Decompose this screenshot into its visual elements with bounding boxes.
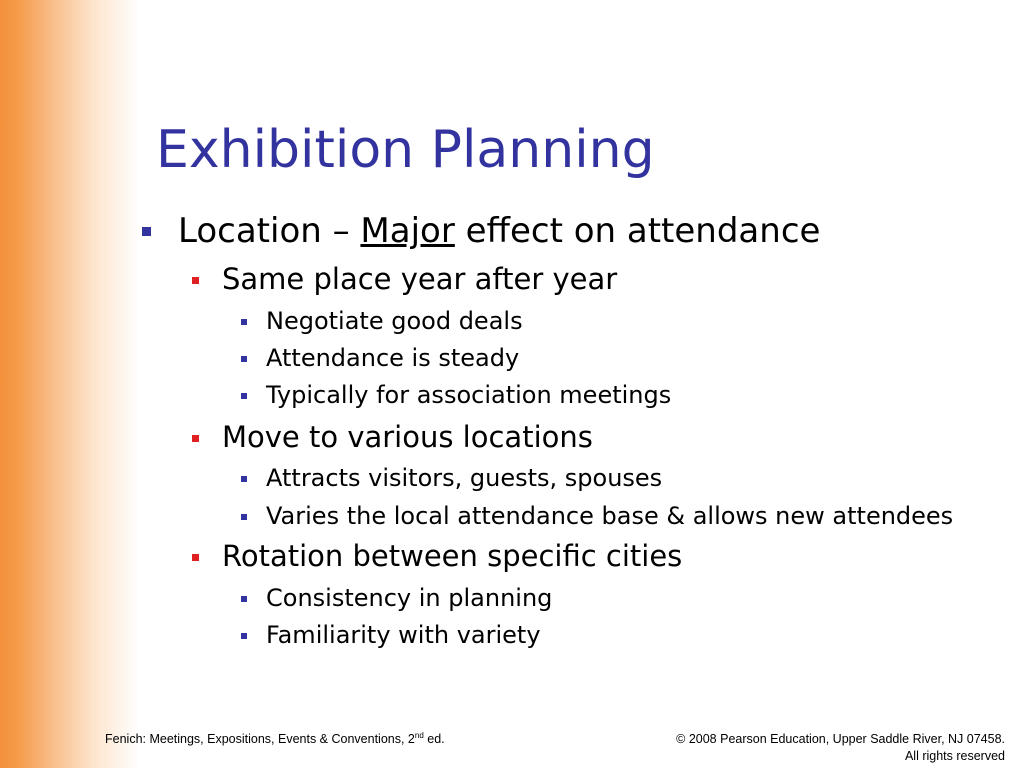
bullet-consistency-text: Consistency in planning: [266, 584, 553, 612]
footer-copyright-line1: © 2008 Pearson Education, Upper Saddle River, NJ 07458.: [676, 732, 1005, 746]
square-bullet-icon: [142, 227, 151, 236]
bullet-steady: [266, 346, 519, 370]
bullet-location-emphasis: Major: [360, 211, 455, 251]
bullet-association-text: Typically for association meetings: [266, 381, 672, 409]
square-bullet-icon: [241, 633, 247, 639]
bullet-attracts: [266, 466, 662, 490]
square-bullet-icon: [241, 596, 247, 602]
bullet-location-prefix: Location –: [178, 211, 361, 251]
square-bullet-icon: [192, 277, 199, 284]
slide-title: Exhibition Planning: [156, 120, 655, 180]
bullet-move: [222, 420, 593, 454]
bullet-steady-text: Attendance is steady: [266, 344, 520, 372]
footer-citation-superscript: nd: [414, 730, 424, 740]
footer-citation-suffix: ed.: [423, 732, 445, 746]
bullet-rotation-text: Rotation between specific cities: [222, 539, 683, 573]
square-bullet-icon: [241, 476, 247, 482]
bullet-familiarity-text: Familiarity with variety: [266, 621, 541, 649]
footer-copyright-line2: All rights reserved: [904, 748, 1005, 763]
square-bullet-icon: [241, 393, 247, 399]
bullet-association: [266, 383, 671, 407]
side-gradient-band: [0, 0, 140, 768]
bullet-varies-text: Varies the local attendance base & allows new attendees: [266, 502, 954, 530]
footer-citation-text: Fenich: Meetings, Expositions, Events & Conventions, 2: [105, 732, 415, 746]
bullet-location: [178, 211, 821, 251]
square-bullet-icon: [241, 319, 247, 325]
bullet-location-suffix: effect on attendance: [454, 211, 821, 251]
square-bullet-icon: [241, 356, 247, 362]
bullet-negotiate: [266, 309, 523, 333]
bullet-varies: [266, 504, 953, 528]
bullet-negotiate-text: Negotiate good deals: [266, 307, 523, 335]
square-bullet-icon: [192, 554, 199, 561]
bullet-rotation: [222, 539, 683, 573]
bullet-familiarity: [266, 623, 541, 647]
bullet-same-place-text: Same place year after year: [222, 262, 618, 296]
footer-copyright: [676, 731, 1005, 765]
bullet-move-text: Move to various locations: [222, 420, 593, 454]
bullet-same-place: [222, 262, 618, 296]
footer-citation: [105, 731, 445, 748]
bullet-consistency: [266, 586, 552, 610]
square-bullet-icon: [192, 435, 199, 442]
bullet-attracts-text: Attracts visitors, guests, spouses: [266, 464, 663, 492]
square-bullet-icon: [241, 514, 247, 520]
